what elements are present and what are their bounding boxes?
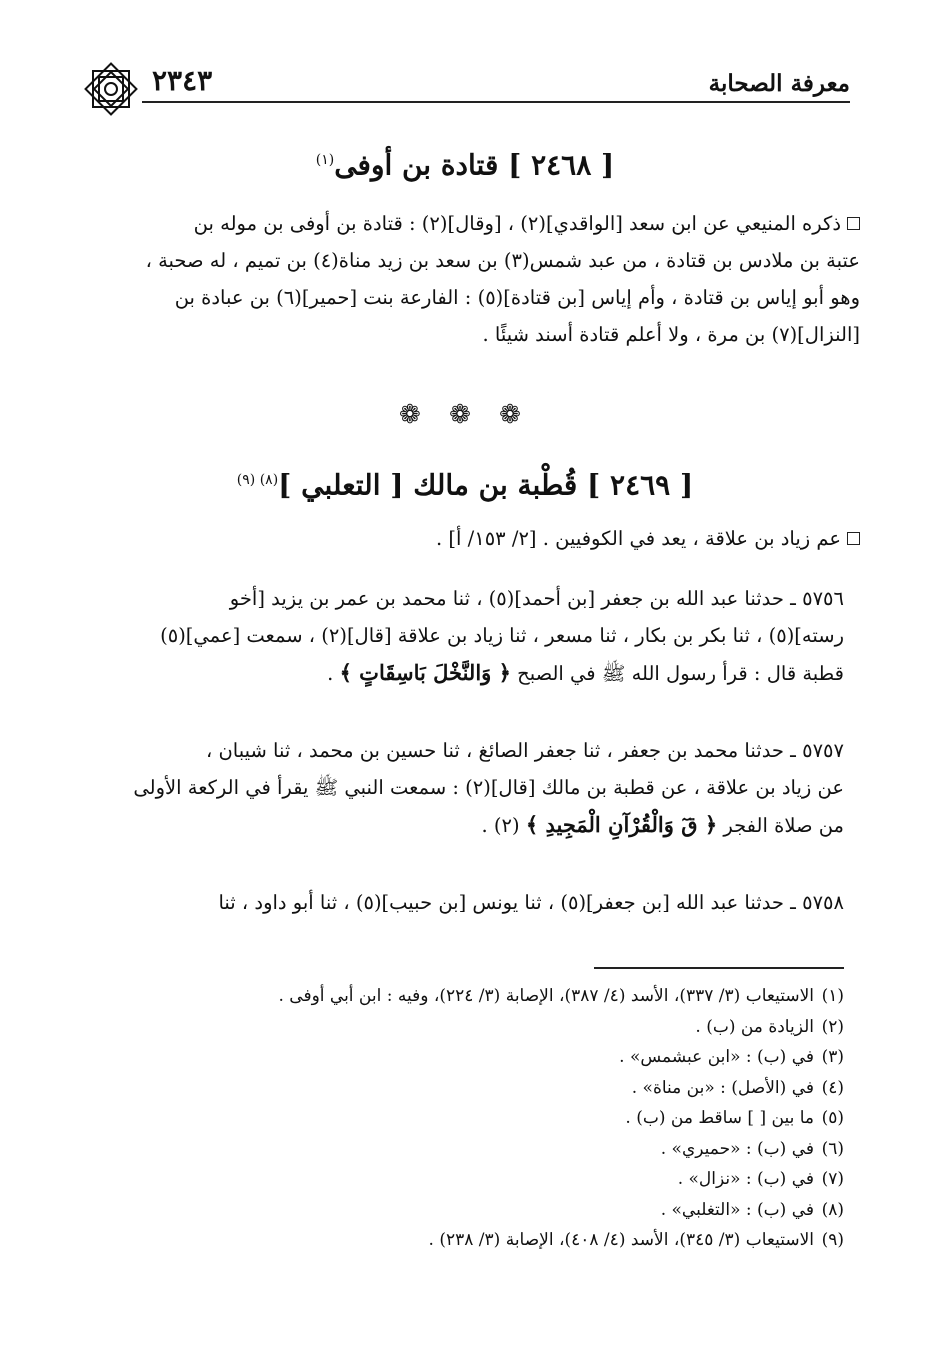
footnote-item (80, 1195, 844, 1226)
footnote-item (80, 1134, 844, 1165)
text-line: قطبة قال : قرأ رسول الله ﷺ في الصبح (517, 662, 844, 685)
line-end: . (327, 662, 340, 685)
text-line: عن زياد بن علاقة ، عن قطبة بن مالك [قال](٢) : سمعت النبي ﷺ يقرأ في الركعة الأولى (133, 776, 844, 799)
footnote-item (80, 1073, 844, 1104)
footnote-number: (٧) (821, 1169, 844, 1189)
entry-heading-2469 (80, 460, 850, 505)
footnote-number: (٤) (821, 1077, 844, 1098)
footnote-item (80, 1042, 844, 1073)
entry-2468-body (80, 205, 860, 353)
page-number: ٢٣٤٣ (152, 64, 213, 97)
footnote-item (80, 981, 844, 1012)
hadith-5757 (80, 732, 844, 844)
square-bullet-icon (847, 532, 860, 545)
footnote-rule (594, 967, 844, 969)
footnote-text: الزيادة من (ب) . (695, 1016, 814, 1037)
footnote-item (80, 1012, 844, 1043)
text-line: رسته](٥) ، ثنا بكر بن بكار ، ثنا مسعر ، ثنا زياد بن علاقة [قال](٢) ، سمعت [عمي](٥) (160, 624, 844, 647)
footnote-text: في (الأصل) : «بن مناة» . (631, 1077, 814, 1098)
footnote-text: في (ب) : «ابن عبشمس» . (619, 1047, 814, 1067)
footnote-number: (٦) (821, 1138, 844, 1159)
text-line: وهو أبو إياس بن قتادة ، وأم إياس [بن قتادة](٥) : الفارعة بنت [حمير](٦) بن عبادة بن (174, 286, 860, 309)
footnote-number: (٣) (821, 1047, 844, 1067)
footnote-text: في (ب) : «نزال» . (677, 1169, 814, 1189)
heading-footnote-ref: (٨) (٩) (236, 472, 279, 488)
footnote-number: (٨) (821, 1199, 844, 1220)
footnote-item (80, 1225, 844, 1256)
text-line: عتبة بن ملادس بن قتادة ، من عبد شمس(٣) بن سعد بن زيد مناة(٤) بن تميم ، له صحبة ، (145, 249, 860, 272)
hadith-5758 (80, 884, 844, 921)
text-line: [النزال](٧) بن مرة ، ولا أعلم قتادة أسند شيئًا . (482, 323, 860, 346)
text-line: ٥٧٥٧ ـ حدثنا محمد بن جعفر ، ثنا جعفر الصائغ ، ثنا حسين بن محمد ، ثنا شيبان ، (205, 739, 844, 762)
line-end: (٢) . (481, 814, 520, 837)
heading-footnote-ref: (١) (315, 152, 335, 168)
footnote-text: في (ب) : «حميري» . (660, 1138, 814, 1159)
hadith-5756 (80, 580, 844, 692)
footnote-number: (٩) (821, 1230, 844, 1250)
footnote-text: الاستيعاب (٣/ ٣٣٧)، الأسد (٤/ ٣٨٧)، الإصابة (٣/ ٢٢٤)، وفيه : ابن أبي أوفى . (278, 986, 814, 1006)
star-ornament-icon (80, 58, 142, 120)
text-line: من صلاة الفجر (723, 814, 844, 837)
running-title: معرفة الصحابة (708, 70, 850, 97)
text-line: ٥٧٥٨ ـ حدثنا عبد الله [بن جعفر](٥) ، ثنا يونس [بن حبيب](٥) ، ثنا أبو داود ، ثنا (218, 891, 844, 914)
footnotes (80, 981, 844, 1256)
text-line: ٥٧٥٦ ـ حدثنا عبد الله بن جعفر [بن أحمد](٥) ، ثنا محمد بن عمر بن يزيد [أخو (229, 587, 844, 610)
entry-heading-text: [ ٢٤٦٨ ] قتادة بن أوفى (334, 148, 615, 182)
footnote-text: في (ب) : «التغلبي» . (660, 1199, 814, 1220)
footnote-item (80, 1103, 844, 1134)
footnote-number: (٢) (821, 1016, 844, 1037)
quran-verse: ﴿ قٓ وَالْقُرْآنِ الْمَجِيدِ ﴾ (525, 812, 718, 837)
entry-heading-2468 (80, 140, 850, 185)
quran-verse: ﴿ وَالنَّخْلَ بَاسِقَاتٍ ﴾ (339, 660, 511, 685)
text-line: عم زياد بن علاقة ، يعد في الكوفيين . [٢/ ١٥٣/ أ] . (436, 527, 841, 550)
footnote-text: ما بين [ ] ساقط من (ب) . (625, 1108, 814, 1128)
footnote-number: (٥) (821, 1108, 844, 1128)
footnote-number: (١) (821, 986, 844, 1006)
page-header (80, 58, 850, 108)
entry-heading-text: [ ٢٤٦٩ ] قُطْبة بن مالك [ التعلبي ] (278, 468, 694, 502)
entry-2469-body (80, 520, 860, 557)
footnote-text: الاستيعاب (٣/ ٣٤٥)، الأسد (٤/ ٤٠٨)، الإصابة (٣/ ٢٣٨) . (428, 1230, 814, 1250)
square-bullet-icon (847, 217, 860, 230)
text-line: ذكره المنيعي عن ابن سعد [الواقدي](٢) ، [وقال](٢) : قتادة بن أوفى بن موله بن (193, 212, 841, 235)
footnote-item (80, 1164, 844, 1195)
header-rule (142, 101, 850, 103)
section-separator: ❁ ❁ ❁ (399, 400, 531, 430)
